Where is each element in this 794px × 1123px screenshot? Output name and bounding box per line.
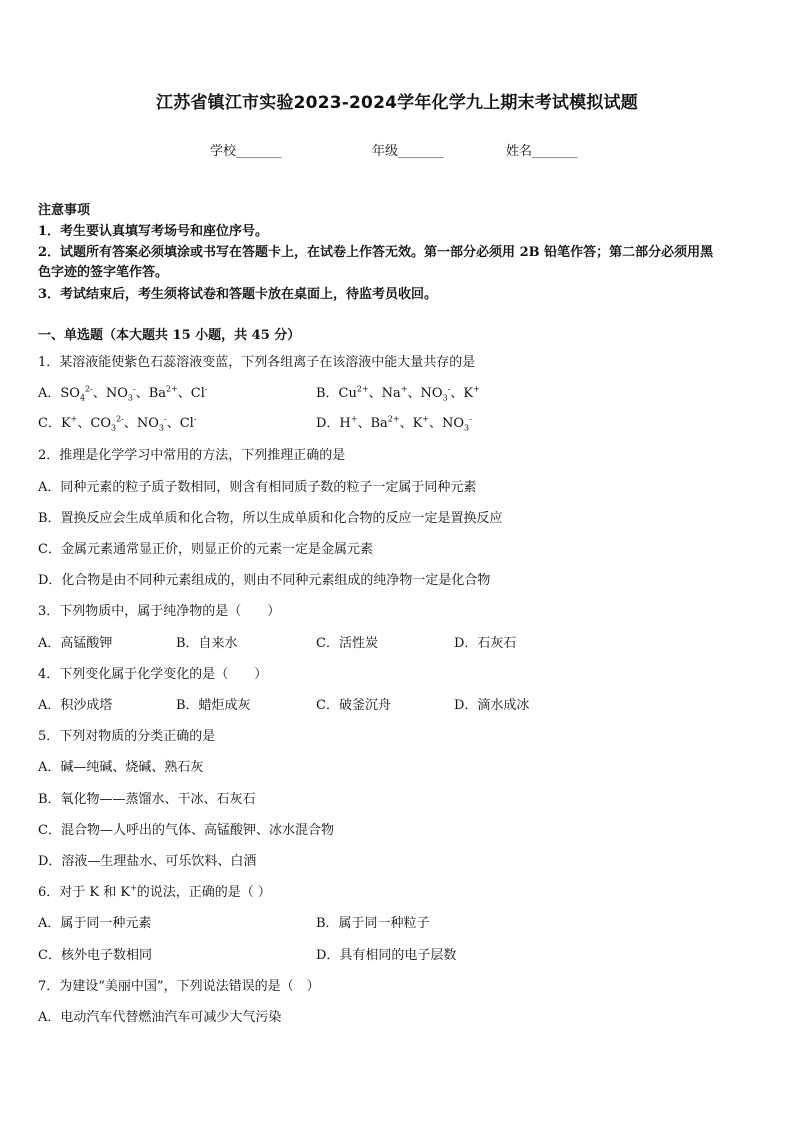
q2-option-b: B．置换反应会生成单质和化合物，所以生成单质和化合物的反应一定是置换反应 — [38, 511, 503, 526]
q7-option-a: A．电动汽车代替燃油汽车可减少大气污染 — [38, 1010, 282, 1025]
q6-option-a: A．属于同一种元素 — [38, 916, 152, 931]
q6-option-b: B．属于同一种粒子 — [316, 916, 430, 931]
q2-option-c: C．金属元素通常显正价，则显正价的元素一定是金属元素 — [38, 542, 373, 557]
q4-option-a: A．积沙成塔 — [38, 698, 113, 713]
q2-option-a: A．同种元素的粒子质子数相同，则含有相同质子数的粒子一定属于同种元素 — [38, 480, 477, 495]
q4-option-d: D．滴水成冰 — [454, 698, 530, 713]
q1-option-a: A．$SO_4^{2-}$、$NO_3^-$、$Ba^{2+}$、Cl- — [38, 384, 208, 403]
page-title: 江苏省镇江市实验2023-2024学年化学九上期末考试模拟试题 — [156, 93, 638, 113]
q3-stem: 3．下列物质中，属于纯净物的是（ ） — [38, 604, 281, 619]
q7-stem: 7．为建设“美丽中国”，下列说法错误的是（ ） — [38, 979, 320, 994]
q4-option-c: C．破釜沉舟 — [316, 698, 391, 713]
q5-stem: 5．下列对物质的分类正确的是 — [38, 729, 216, 744]
section-heading: 一、单选题（本大题共 15 小题，共 45 分） — [38, 328, 301, 343]
q6-option-c: C．核外电子数相同 — [38, 948, 152, 963]
school-field: 学校_______ — [210, 144, 282, 159]
q3-option-b: B．自来水 — [176, 636, 238, 651]
q3-option-a: A．高锰酸钾 — [38, 636, 113, 651]
q3-option-c: C．活性炭 — [316, 636, 378, 651]
q6-option-d: D．具有相同的电子层数 — [316, 948, 457, 963]
q5-option-d: D．溶液—生理盐水、可乐饮料、白酒 — [38, 854, 257, 869]
q5-option-a: A．碱—纯碱、烧碱、熟石灰 — [38, 760, 204, 775]
q4-stem: 4．下列变化属于化学变化的是（ ） — [38, 667, 268, 682]
q3-option-d: D．石灰石 — [454, 636, 517, 651]
note-2-cont: 色字迹的签字笔作答。 — [38, 265, 169, 280]
name-field: 姓名_______ — [506, 144, 578, 159]
q1-option-d: D．H+、$Ba^{2+}$、K+、$NO_3^-$ — [316, 414, 472, 433]
q1-option-b: B．$Cu^{2+}$、Na+、$NO_3^-$、K+ — [316, 384, 480, 403]
q4-option-b: B．蜡炬成灰 — [176, 698, 251, 713]
grade-field: 年级_______ — [372, 144, 444, 159]
q5-option-b: B．氧化物——蒸馏水、干冰、石灰石 — [38, 792, 256, 807]
q1-option-c: C．K+、$CO_3^{2-}$、$NO_3^-$、Cl- — [38, 414, 197, 433]
q2-option-d: D．化合物是由不同种元素组成的，则由不同种元素组成的纯净物一定是化合物 — [38, 573, 491, 588]
note-2: 2．试题所有答案必须填涂或书写在答题卡上，在试卷上作答无效。第一部分必须用 2B 铅笔作答；第二部分必须用黑 — [38, 245, 714, 260]
q6-stem: 6．对于 K 和 K+的说法，正确的是（ ） — [38, 883, 271, 900]
note-3: 3．考试结束后，考生须将试卷和答题卡放在桌面上，待监考员收回。 — [38, 287, 438, 302]
notes-heading: 注意事项 — [38, 203, 91, 218]
q1-stem: 1．某溶液能使紫色石蕊溶液变蓝，下列各组离子在该溶液中能大量共存的是 — [38, 355, 476, 370]
q2-stem: 2．推理是化学学习中常用的方法，下列推理正确的是 — [38, 448, 346, 463]
q5-option-c: C．混合物—人呼出的气体、高锰酸钾、冰水混合物 — [38, 823, 334, 838]
note-1: 1．考生要认真填写考场号和座位序号。 — [38, 224, 269, 239]
